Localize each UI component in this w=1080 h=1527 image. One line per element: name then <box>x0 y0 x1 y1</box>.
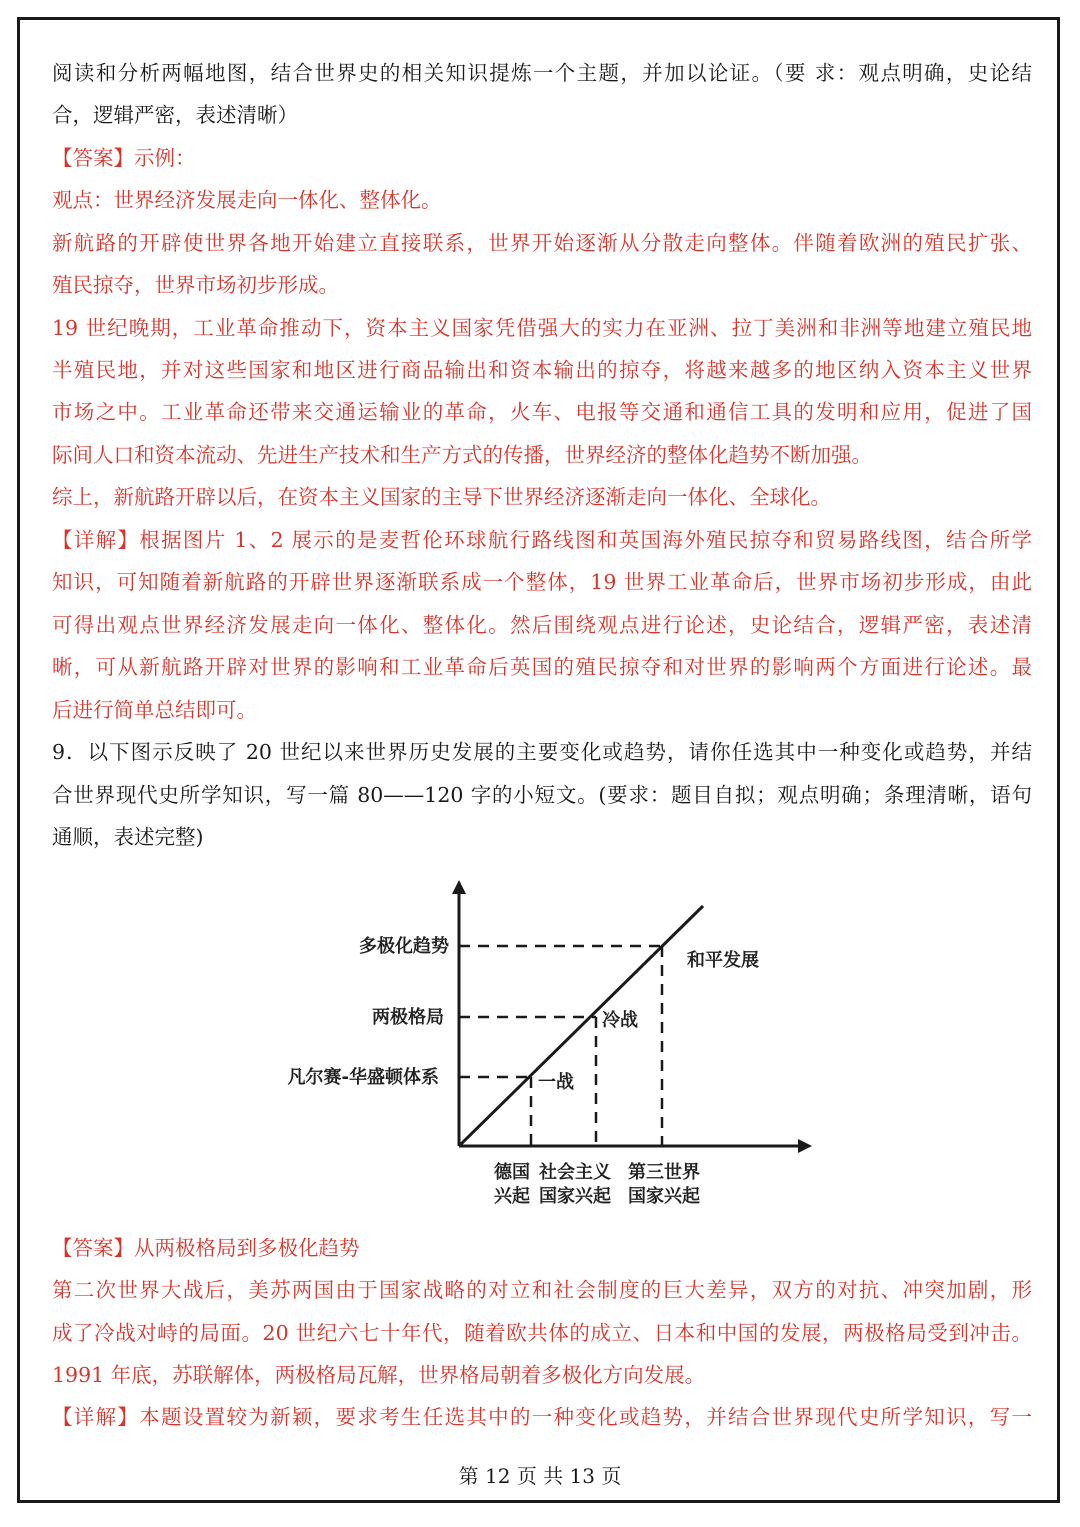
trend-diagram <box>0 870 1080 1230</box>
y-label: 两极格局 <box>372 1007 444 1028</box>
x-label: 德国 <box>494 1162 530 1183</box>
x-label: 国家兴起 <box>539 1186 611 1207</box>
x-label: 国家兴起 <box>628 1186 700 1207</box>
text-line: 合，逻辑严密，表述清晰） <box>52 103 298 127</box>
y-label: 凡尔赛-华盛顿体系 <box>287 1067 439 1088</box>
y-label: 多极化趋势 <box>359 936 449 957</box>
question-line: 通顺，表述完整) <box>52 825 204 849</box>
x-label: 兴起 <box>494 1186 530 1207</box>
explanation-line: 【详解】本题设置较为新颖，要求考生任选其中的一种变化或趋势，并结合世界现代史所学知识，写一 <box>52 1405 1032 1429</box>
explanation-line: 后进行简单总结即可。 <box>52 698 257 722</box>
x-label: 第三世界 <box>628 1162 700 1183</box>
explanation-line: 知识，可知随着新航路的开辟世界逐渐联系成一个整体，19 世界工业革命后，世界市场初步形成，由此 <box>52 570 1032 594</box>
y-axis-arrow <box>452 880 466 894</box>
answer-line: 观点：世界经济发展走向一体化、整体化。 <box>52 188 442 212</box>
answer-line: 19 世纪晚期，工业革命推动下，资本主义国家凭借强大的实力在亚洲、拉丁美洲和非洲等地建立殖民地 <box>52 316 1032 340</box>
answer-line: 殖民掠夺，世界市场初步形成。 <box>52 273 339 297</box>
answer-line: 半殖民地，并对这些国家和地区进行商品输出和资本输出的掠夺，将越来越多的地区纳入资本主义世界 <box>52 358 1032 382</box>
question-line: 9．以下图示反映了 20 世纪以来世界历史发展的主要变化或趋势，请你任选其中一种变化或趋势，并结 <box>52 740 1032 764</box>
text-line: 阅读和分析两幅地图，结合世界史的相关知识提炼一个主题，并加以论证。（要 求：观点明确，史论结 <box>52 61 1032 85</box>
answer-heading: 【答案】示例： <box>52 146 196 170</box>
answer-line: 际间人口和资本流动、先进生产技术和生产方式的传播，世界经济的整体化趋势不断加强。 <box>52 443 872 467</box>
trend-line <box>459 906 703 1146</box>
explanation-line: 可得出观点世界经济发展走向一体化、整体化。然后围绕观点进行论述，史论结合，逻辑严密，表述清 <box>52 613 1032 637</box>
explanation-line: 晰，可从新航路开辟对世界的影响和工业革命后英国的殖民掠夺和对世界的影响两个方面进行论述。最 <box>52 655 1032 679</box>
explanation-line: 【详解】根据图片 1、2 展示的是麦哲伦环球航行路线图和英国海外殖民掠夺和贸易路线图，结合所学 <box>52 528 1032 552</box>
page-footer: 第 12 页 共 13 页 <box>458 1464 622 1488</box>
point-label: 冷战 <box>602 1010 638 1031</box>
point-label: 一战 <box>538 1072 574 1093</box>
answer-heading: 【答案】从两极格局到多极化趋势 <box>52 1236 360 1260</box>
question-line: 合世界现代史所学知识，写一篇 80——120 字的小短文。(要求：题目自拟；观点明确；条理清晰，语句 <box>52 783 1032 807</box>
answer-line: 成了冷战对峙的局面。20 世纪六七十年代，随着欧共体的成立、日本和中国的发展，两极格局受到冲击。 <box>52 1321 1032 1345</box>
answer-line: 1991 年底，苏联解体，两极格局瓦解，世界格局朝着多极化方向发展。 <box>52 1363 706 1387</box>
answer-line: 市场之中。工业革命还带来交通运输业的革命，火车、电报等交通和通信工具的发明和应用，促进了国 <box>52 400 1032 424</box>
point-label: 和平发展 <box>687 950 759 971</box>
answer-line: 综上，新航路开辟以后，在资本主义国家的主导下世界经济逐渐走向一体化、全球化。 <box>52 485 831 509</box>
answer-line: 新航路的开辟使世界各地开始建立直接联系，世界开始逐渐从分散走向整体。伴随着欧洲的殖民扩张、 <box>52 231 1032 255</box>
x-label: 社会主义 <box>539 1162 611 1183</box>
x-axis-arrow <box>798 1139 812 1153</box>
answer-line: 第二次世界大战后，美苏两国由于国家战略的对立和社会制度的巨大差异，双方的对抗、冲突加剧，形 <box>52 1278 1032 1302</box>
